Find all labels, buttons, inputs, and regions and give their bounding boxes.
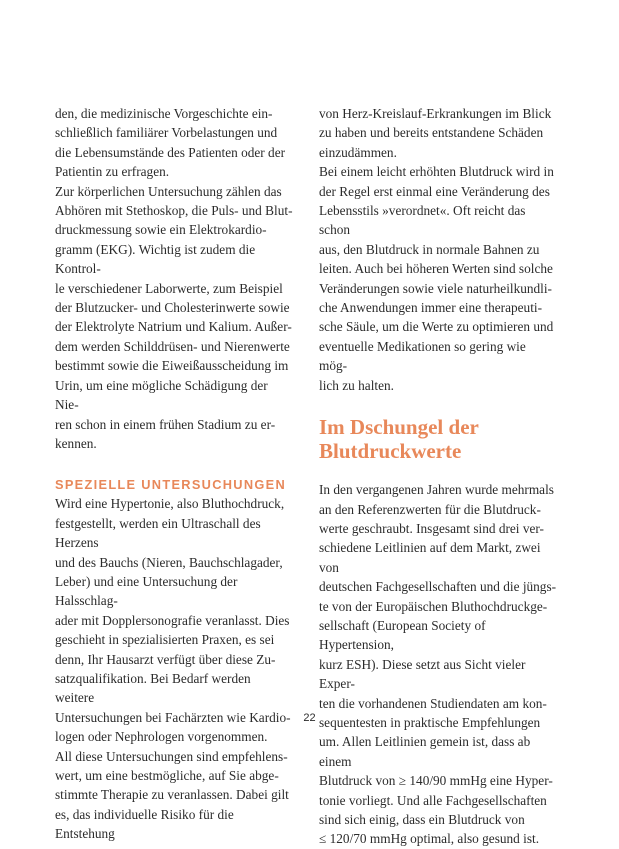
subheading-special-examinations: SPEZIELLE UNTERSUCHUNGEN — [55, 477, 286, 493]
section-heading-blood-pressure-values: Im Dschungel der Blutdruckwerte — [319, 415, 479, 464]
body-paragraph: Bei einem leicht erhöhten Blutdruck wird in der Regel erst einmal eine Veränderung des Lebensstils »verordnet«. Oft reicht das schon aus, den Blutdruck in normale Bahnen zu leiten. Auch bei höheren Werten sind solche Veränderungen sowie viele naturheilkundli- che Anwendungen immer eine therapeuti- sche Säule, um die Werte zu optimieren und eventuelle Medikationen so gering wie mög- lich zu halten. — [319, 164, 554, 393]
body-paragraph: Zur körperlichen Untersuchung zählen das Abhören mit Stethoskop, die Puls- und Blut- druckmessung sowie ein Elektrokardio- gramm (EKG). Wichtig ist zudem die Kontrol- le verschiedener Laborwerte, zum Beispiel der Blutzucker- und Cholesterinwerte sowie der Elektrolyte Natrium und Kalium. Außer- dem werden Schilddrüsen- und Nierenwerte bestimmt sowie die Eiweißausscheidung im Urin, um eine mögliche Schädigung der Nie- ren schon in einem frühen Stadium zu er- kennen. — [55, 183, 293, 451]
body-paragraph: All diese Untersuchungen sind empfehlens- wert, um eine bestmögliche, auf Sie abge- stimmte Therapie zu veranlassen. Dabei gilt es, das individuelle Risiko für die Entstehung — [55, 748, 289, 842]
body-paragraph: den, die medizinische Vorgeschichte ein- schließlich familiärer Vorbelastungen und die Lebensumstände des Patienten oder der Patientin zu erfragen. — [55, 106, 286, 180]
page-number: 22 — [303, 712, 316, 724]
body-paragraph: von Herz-Kreislauf-Erkrankungen im Blick zu haben und bereits entstandene Schäden einzudämmen. — [319, 106, 552, 160]
body-paragraph: Wird eine Hypertonie, also Bluthochdruck, festgestellt, werden ein Ultraschall des Herzens und des Bauchs (Nieren, Bauchschlagader, Leber) und eine Untersuchung der Halsschlag- ader mit Dopplersonografie veranlasst. Dies geschieht in spezialisierten Praxen, es sei denn, Ihr Hausarzt verfügt über diese Zu- satzqualifikation. Bei Bedarf werden weitere Untersuchungen bei Fachärzten wie Kardio- logen oder Nephrologen vorgenommen. — [55, 496, 291, 745]
body-paragraph: In den vergangenen Jahren wurde mehrmals an den Referenzwerten für die Blutdruck- werte geschraubt. Insgesamt sind drei ver- schiedene Leitlinien auf dem Markt, zwei von deutschen Fachgesellschaften und die jüngs- te von der Europäischen Bluthochdruckge- sellschaft (European Society of Hypertension, kurz ESH). Diese setzt aus Sicht vieler Exper- ten die vorhandenen Studiendaten am kon- sequentesten in praktische Empfehlungen um. Allen Leitlinien gemein ist, dass ab einem Blutdruck von ≥ 140/90 mmHg eine Hyper- tonie vorliegt. Und alle Fachgesellschaften sind sich einig, dass ein Blutdruck von ≤ 120/70 mmHg optimal, also gesund ist. — [319, 482, 557, 847]
right-column — [319, 104, 557, 849]
left-column — [55, 104, 293, 844]
